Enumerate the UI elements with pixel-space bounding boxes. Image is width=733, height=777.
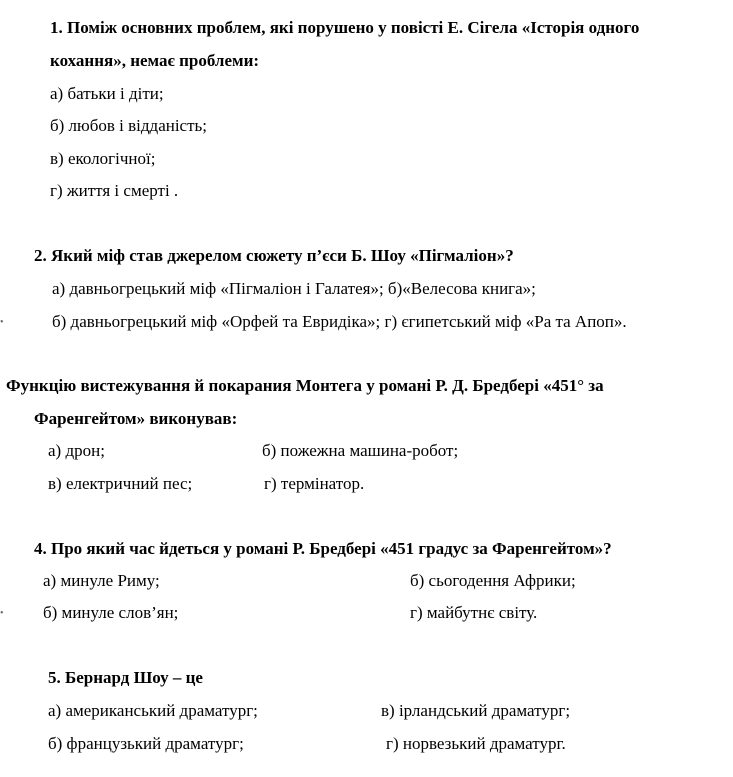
q2-options-row-1: а) давньогрецький міф «Пігмаліон і Галатея»; б)«Велесова книга»; xyxy=(52,279,536,298)
question-1-title: 1. Поміж основних проблем, які порушено у повісті Е. Сігела «Історія одного xyxy=(50,18,640,37)
q4-option-b: б) сьогодення Африки; xyxy=(410,571,576,590)
q3-option-c: в) електричний пес; xyxy=(48,474,193,493)
q4-option-a: а) минуле Риму; xyxy=(43,571,160,590)
question-3-title-cont: Фаренгейтом» виконував: xyxy=(34,409,238,428)
question-5-title: 5. Бернард Шоу – це xyxy=(48,668,203,687)
margin-dot: • xyxy=(0,608,4,619)
q1-option-c: в) екологічної; xyxy=(50,149,156,168)
q2-options-row-2: б) давньогрецький міф «Орфей та Евридіка»; г) єгипетський міф «Ра та Апоп». xyxy=(52,312,627,331)
margin-dot: • xyxy=(0,317,4,328)
q1-option-a: а) батьки і діти; xyxy=(50,84,164,103)
q5-option-d: г) норвезький драматург. xyxy=(386,734,566,753)
question-3-title: Функцію вистежування й покарания Монтега у романі Р. Д. Бредбері «451° за xyxy=(6,376,604,395)
q3-option-a: а) дрон; xyxy=(48,441,105,460)
q4-option-d: г) майбутнє світу. xyxy=(410,603,538,622)
q1-option-d: г) життя і смерті . xyxy=(50,181,179,200)
q5-option-a: а) американський драматург; xyxy=(48,701,258,720)
q1-option-b: б) любов і відданість; xyxy=(50,116,208,135)
question-1-title-cont: кохання», немає проблеми: xyxy=(50,51,260,70)
q5-option-b: в) ірландський драматург; xyxy=(381,701,571,720)
q3-option-b: б) пожежна машина-робот; xyxy=(262,441,459,460)
question-4-title: 4. Про який час йдеться у романі Р. Бредбері «451 градус за Фаренгейтом»? xyxy=(34,539,612,558)
q4-option-c: б) минуле слов’ян; xyxy=(43,603,179,622)
q5-option-c: б) французький драматург; xyxy=(48,734,244,753)
question-2-title: 2. Який міф став джерелом сюжету п’єси Б. Шоу «Пігмаліон»? xyxy=(34,246,514,265)
q3-option-d: г) термінатор. xyxy=(264,474,365,493)
